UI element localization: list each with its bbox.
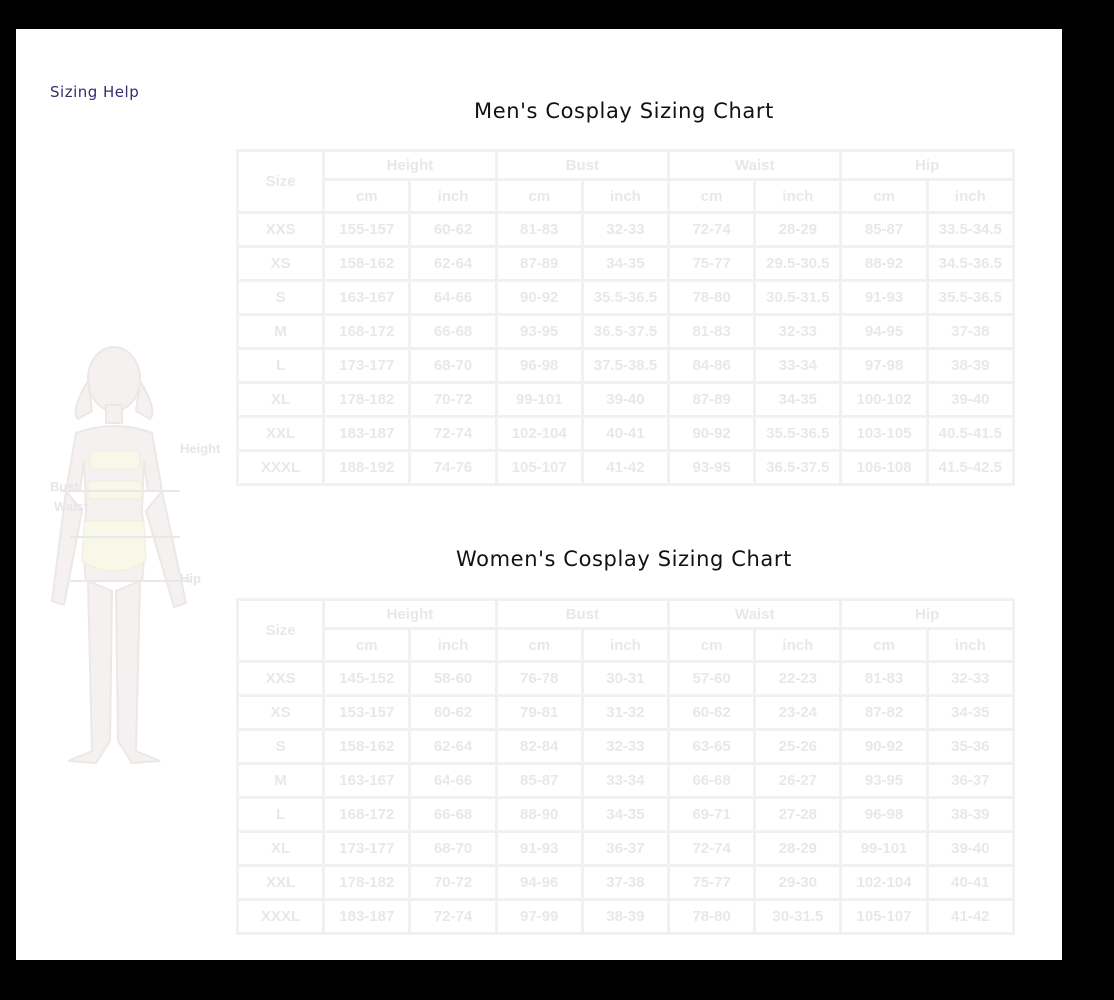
measure-cell: 81-83 (669, 315, 755, 349)
unit-row (238, 180, 1014, 213)
measure-cell: 37.5-38.5 (582, 349, 668, 383)
size-cell: XXS (238, 213, 324, 247)
unit-header: inch (927, 180, 1013, 213)
measure-cell: 183-187 (324, 417, 410, 451)
measure-cell: 168-172 (324, 798, 410, 832)
measure-cell: 173-177 (324, 832, 410, 866)
measure-cell: 35.5-36.5 (755, 417, 841, 451)
measure-cell: 76-78 (496, 662, 582, 696)
measure-cell: 74-76 (410, 451, 496, 485)
measure-cell: 37-38 (582, 866, 668, 900)
measure-cell: 103-105 (841, 417, 927, 451)
unit-header: inch (927, 629, 1013, 662)
measure-cell: 96-98 (841, 798, 927, 832)
group-header: Bust (496, 600, 668, 629)
measure-cell: 90-92 (841, 730, 927, 764)
measure-cell: 100-102 (841, 383, 927, 417)
measure-cell: 91-93 (841, 281, 927, 315)
measure-cell: 27-28 (755, 798, 841, 832)
table-row (238, 832, 1014, 866)
measure-cell: 34-35 (927, 696, 1013, 730)
measure-cell: 85-87 (841, 213, 927, 247)
group-header: Height (324, 151, 496, 180)
women-size-table (236, 598, 1015, 935)
group-header: Height (324, 600, 496, 629)
size-cell: XL (238, 832, 324, 866)
table-row (238, 383, 1014, 417)
measure-cell: 87-82 (841, 696, 927, 730)
table-row (238, 866, 1014, 900)
measure-cell: 75-77 (669, 247, 755, 281)
table-row (238, 247, 1014, 281)
measure-cell: 97-99 (496, 900, 582, 934)
measure-cell: 68-70 (410, 832, 496, 866)
measure-cell: 33-34 (582, 764, 668, 798)
measure-cell: 32-33 (582, 730, 668, 764)
measure-cell: 29-30 (755, 866, 841, 900)
size-cell: XS (238, 247, 324, 281)
measure-cell: 62-64 (410, 730, 496, 764)
unit-header: inch (755, 180, 841, 213)
size-cell: L (238, 349, 324, 383)
measure-cell: 66-68 (410, 315, 496, 349)
table-row (238, 213, 1014, 247)
table-row (238, 281, 1014, 315)
measure-cell: 84-86 (669, 349, 755, 383)
measure-cell: 37-38 (927, 315, 1013, 349)
measure-cell: 82-84 (496, 730, 582, 764)
measure-cell: 33-34 (755, 349, 841, 383)
measure-cell: 102-104 (496, 417, 582, 451)
measure-cell: 145-152 (324, 662, 410, 696)
measure-cell: 70-72 (410, 383, 496, 417)
unit-header: inch (410, 180, 496, 213)
measure-cell: 90-92 (669, 417, 755, 451)
measure-cell: 178-182 (324, 866, 410, 900)
measure-cell: 91-93 (496, 832, 582, 866)
measure-cell: 178-182 (324, 383, 410, 417)
size-cell: XXL (238, 417, 324, 451)
table-row (238, 451, 1014, 485)
measure-cell: 72-74 (669, 213, 755, 247)
measure-cell: 99-101 (841, 832, 927, 866)
bust-label: Bust (50, 479, 79, 494)
measure-cell: 35.5-36.5 (582, 281, 668, 315)
table-row (238, 900, 1014, 934)
measure-cell: 68-70 (410, 349, 496, 383)
measure-cell: 163-167 (324, 281, 410, 315)
measure-cell: 60-62 (669, 696, 755, 730)
header-row (238, 151, 1014, 180)
size-cell: XS (238, 696, 324, 730)
waist-label: Waist (54, 499, 89, 514)
measure-cell: 34-35 (582, 247, 668, 281)
measure-cell: 87-89 (669, 383, 755, 417)
measure-cell: 66-68 (410, 798, 496, 832)
table-row (238, 730, 1014, 764)
measure-cell: 81-83 (841, 662, 927, 696)
table-row (238, 798, 1014, 832)
measure-cell: 70-72 (410, 866, 496, 900)
unit-header: cm (841, 629, 927, 662)
measure-cell: 85-87 (496, 764, 582, 798)
measure-cell: 72-74 (669, 832, 755, 866)
size-cell: M (238, 315, 324, 349)
unit-row (238, 629, 1014, 662)
measure-cell: 34-35 (582, 798, 668, 832)
measure-cell: 34-35 (755, 383, 841, 417)
measure-cell: 158-162 (324, 730, 410, 764)
measure-cell: 41-42 (927, 900, 1013, 934)
measure-cell: 153-157 (324, 696, 410, 730)
men-chart-title: Men's Cosplay Sizing Chart (474, 99, 774, 123)
table-row (238, 315, 1014, 349)
measure-cell: 87-89 (496, 247, 582, 281)
measure-cell: 183-187 (324, 900, 410, 934)
measure-cell: 32-33 (927, 662, 1013, 696)
measure-cell: 38-39 (582, 900, 668, 934)
unit-header: cm (496, 180, 582, 213)
measure-cell: 62-64 (410, 247, 496, 281)
measure-cell: 40-41 (582, 417, 668, 451)
measure-cell: 28-29 (755, 832, 841, 866)
measure-cell: 36-37 (927, 764, 1013, 798)
unit-header: cm (669, 180, 755, 213)
unit-header: cm (669, 629, 755, 662)
measure-cell: 168-172 (324, 315, 410, 349)
measure-cell: 102-104 (841, 866, 927, 900)
sizing-page (16, 29, 1062, 960)
group-header: Bust (496, 151, 668, 180)
measure-cell: 66-68 (669, 764, 755, 798)
measure-cell: 88-90 (496, 798, 582, 832)
measure-cell: 105-107 (496, 451, 582, 485)
size-cell: XXS (238, 662, 324, 696)
measure-cell: 39-40 (582, 383, 668, 417)
measure-cell: 30-31 (582, 662, 668, 696)
hip-label: Hip (180, 571, 201, 586)
size-header: Size (238, 600, 324, 662)
measure-cell: 33.5-34.5 (927, 213, 1013, 247)
size-cell: S (238, 730, 324, 764)
size-cell: XL (238, 383, 324, 417)
measure-cell: 88-92 (841, 247, 927, 281)
women-chart-title: Women's Cosplay Sizing Chart (456, 547, 792, 571)
measure-cell: 78-80 (669, 281, 755, 315)
measure-cell: 155-157 (324, 213, 410, 247)
measure-cell: 105-107 (841, 900, 927, 934)
measure-cell: 32-33 (582, 213, 668, 247)
measure-cell: 35-36 (927, 730, 1013, 764)
measure-cell: 64-66 (410, 764, 496, 798)
size-cell: L (238, 798, 324, 832)
measure-cell: 72-74 (410, 900, 496, 934)
measure-cell: 30.5-31.5 (755, 281, 841, 315)
measure-cell: 39-40 (927, 383, 1013, 417)
measure-cell: 106-108 (841, 451, 927, 485)
height-label: Height (180, 441, 221, 456)
measure-cell: 78-80 (669, 900, 755, 934)
measure-cell: 75-77 (669, 866, 755, 900)
table-row (238, 662, 1014, 696)
measure-cell: 25-26 (755, 730, 841, 764)
sizing-help-title: Sizing Help (50, 83, 140, 101)
measure-cell: 57-60 (669, 662, 755, 696)
measure-cell: 79-81 (496, 696, 582, 730)
table-row (238, 696, 1014, 730)
measure-cell: 29.5-30.5 (755, 247, 841, 281)
table-row (238, 349, 1014, 383)
measure-cell: 96-98 (496, 349, 582, 383)
size-cell: XXXL (238, 900, 324, 934)
header-row (238, 600, 1014, 629)
measure-cell: 64-66 (410, 281, 496, 315)
measure-cell: 41.5-42.5 (927, 451, 1013, 485)
measure-cell: 163-167 (324, 764, 410, 798)
group-header: Waist (669, 151, 841, 180)
measure-cell: 94-95 (841, 315, 927, 349)
unit-header: cm (324, 629, 410, 662)
table-row (238, 417, 1014, 451)
measure-cell: 32-33 (755, 315, 841, 349)
measure-cell: 69-71 (669, 798, 755, 832)
measure-cell: 60-62 (410, 696, 496, 730)
measure-cell: 97-98 (841, 349, 927, 383)
group-header: Hip (841, 600, 1014, 629)
measure-cell: 40-41 (927, 866, 1013, 900)
measure-cell: 63-65 (669, 730, 755, 764)
size-cell: S (238, 281, 324, 315)
size-cell: XXXL (238, 451, 324, 485)
size-cell: M (238, 764, 324, 798)
measure-cell: 60-62 (410, 213, 496, 247)
measure-cell: 34.5-36.5 (927, 247, 1013, 281)
measure-cell: 38-39 (927, 349, 1013, 383)
unit-header: inch (410, 629, 496, 662)
measure-cell: 23-24 (755, 696, 841, 730)
measure-cell: 90-92 (496, 281, 582, 315)
unit-header: inch (582, 629, 668, 662)
measure-cell: 31-32 (582, 696, 668, 730)
measure-cell: 93-95 (496, 315, 582, 349)
measure-cell: 38-39 (927, 798, 1013, 832)
measure-cell: 173-177 (324, 349, 410, 383)
measure-cell: 39-40 (927, 832, 1013, 866)
measure-cell: 28-29 (755, 213, 841, 247)
body-measurement-figure (30, 341, 220, 771)
measure-cell: 22-23 (755, 662, 841, 696)
unit-header: inch (755, 629, 841, 662)
measure-cell: 36.5-37.5 (755, 451, 841, 485)
unit-header: cm (324, 180, 410, 213)
measure-cell: 30-31.5 (755, 900, 841, 934)
measure-cell: 40.5-41.5 (927, 417, 1013, 451)
measure-cell: 94-96 (496, 866, 582, 900)
measure-cell: 26-27 (755, 764, 841, 798)
group-header: Waist (669, 600, 841, 629)
measure-cell: 93-95 (669, 451, 755, 485)
measure-cell: 188-192 (324, 451, 410, 485)
unit-header: inch (582, 180, 668, 213)
measure-cell: 158-162 (324, 247, 410, 281)
size-header: Size (238, 151, 324, 213)
measure-cell: 58-60 (410, 662, 496, 696)
group-header: Hip (841, 151, 1014, 180)
size-cell: XXL (238, 866, 324, 900)
measure-cell: 36-37 (582, 832, 668, 866)
table-row (238, 764, 1014, 798)
unit-header: cm (496, 629, 582, 662)
measure-cell: 81-83 (496, 213, 582, 247)
measure-cell: 93-95 (841, 764, 927, 798)
measure-cell: 99-101 (496, 383, 582, 417)
measure-cell: 41-42 (582, 451, 668, 485)
body-silhouette-icon (30, 341, 220, 771)
measure-cell: 35.5-36.5 (927, 281, 1013, 315)
men-size-table (236, 149, 1015, 486)
unit-header: cm (841, 180, 927, 213)
measure-cell: 72-74 (410, 417, 496, 451)
measure-cell: 36.5-37.5 (582, 315, 668, 349)
